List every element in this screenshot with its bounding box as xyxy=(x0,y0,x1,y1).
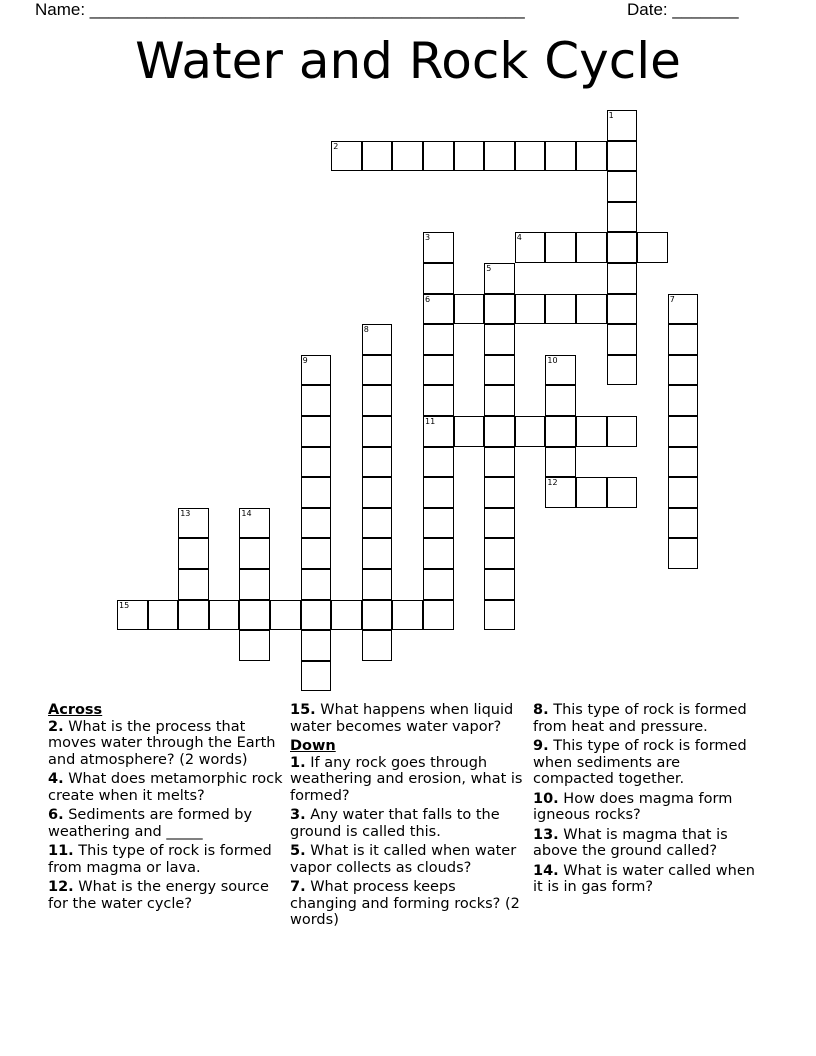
clue-number: 9 xyxy=(302,355,308,365)
grid-cell[interactable] xyxy=(607,110,638,141)
grid-cell[interactable] xyxy=(423,294,454,325)
grid-cell[interactable] xyxy=(301,508,332,539)
clue-text: This type of rock is formed from heat and pressure. xyxy=(533,702,747,735)
grid-cell[interactable] xyxy=(331,141,362,172)
grid-cell[interactable] xyxy=(301,630,332,661)
clue-item xyxy=(533,863,763,896)
clue-number-label: 6. xyxy=(48,807,64,823)
grid-cell[interactable] xyxy=(668,294,699,325)
clue-text: If any rock goes through weathering and erosion, what is formed? xyxy=(290,754,523,804)
grid-cell[interactable] xyxy=(301,569,332,600)
clue-item xyxy=(290,807,525,840)
clue-item xyxy=(533,702,763,735)
grid-cell[interactable] xyxy=(668,385,699,416)
grid-cell[interactable] xyxy=(668,324,699,355)
clue-number: 7 xyxy=(669,294,675,304)
grid-cell[interactable] xyxy=(576,294,607,325)
grid-cell[interactable] xyxy=(362,355,393,386)
grid-cell[interactable] xyxy=(545,385,576,416)
clue-number-label: 4. xyxy=(48,771,64,787)
clue-text: What is it called when water vapor collects as clouds? xyxy=(290,843,517,876)
grid-cell[interactable] xyxy=(484,538,515,569)
grid-cell[interactable] xyxy=(668,508,699,539)
clue-number-label: 8. xyxy=(533,702,549,718)
grid-cell[interactable] xyxy=(301,385,332,416)
grid-cell[interactable] xyxy=(362,538,393,569)
grid-cell[interactable] xyxy=(484,477,515,508)
clue-number: 1 xyxy=(608,111,614,120)
grid-cell[interactable] xyxy=(362,508,393,539)
grid-cell[interactable] xyxy=(362,600,393,631)
grid-cell[interactable] xyxy=(668,416,699,447)
grid-cell[interactable] xyxy=(484,600,515,631)
grid-cell[interactable] xyxy=(607,202,638,233)
grid-cell[interactable] xyxy=(484,385,515,416)
clue-number: 15 xyxy=(119,600,130,610)
grid-cell[interactable] xyxy=(607,355,638,386)
grid-cell[interactable] xyxy=(607,294,638,325)
grid-cell[interactable] xyxy=(576,232,607,263)
grid-cell[interactable] xyxy=(117,600,148,631)
grid-cell[interactable] xyxy=(484,294,515,325)
clue-text: What is the energy source for the water cycle? xyxy=(48,879,269,912)
clue-text: What happens when liquid water becomes water vapor? xyxy=(290,702,514,735)
grid-cell[interactable] xyxy=(362,385,393,416)
grid-cell[interactable] xyxy=(668,477,699,508)
clue-text: What is the process that moves water through the Earth and atmosphere? (2 words) xyxy=(48,718,276,768)
grid-cell[interactable] xyxy=(392,600,423,631)
grid-cell[interactable] xyxy=(515,232,546,263)
clue-number-label: 13. xyxy=(533,826,559,843)
date-field[interactable]: Date: _______ xyxy=(627,0,739,19)
grid-cell[interactable] xyxy=(515,294,546,325)
grid-cell[interactable] xyxy=(423,538,454,569)
grid-cell[interactable] xyxy=(515,141,546,172)
clue-item xyxy=(48,843,283,876)
grid-cell[interactable] xyxy=(270,600,301,631)
grid-cell[interactable] xyxy=(545,447,576,478)
clue-number-label: 10. xyxy=(533,790,559,807)
clue-item xyxy=(48,807,283,840)
clue-item xyxy=(290,843,525,876)
clue-number: 11 xyxy=(425,417,436,426)
clue-text: What process keeps changing and forming rocks? (2 words) xyxy=(290,879,520,928)
grid-cell[interactable] xyxy=(545,355,576,386)
grid-cell[interactable] xyxy=(239,600,270,631)
grid-cell[interactable] xyxy=(484,416,515,447)
across-heading: Across xyxy=(48,702,103,718)
grid-cell[interactable] xyxy=(239,538,270,569)
grid-cell[interactable] xyxy=(637,232,668,263)
grid-cell[interactable] xyxy=(239,569,270,600)
grid-cell[interactable] xyxy=(423,355,454,386)
clue-number: 10 xyxy=(547,355,558,365)
grid-cell[interactable] xyxy=(362,630,393,661)
grid-cell[interactable] xyxy=(484,324,515,355)
grid-cell[interactable] xyxy=(301,477,332,508)
grid-cell[interactable] xyxy=(392,141,423,172)
grid-cell[interactable] xyxy=(607,141,638,172)
grid-cell[interactable] xyxy=(607,232,638,263)
clue-item xyxy=(290,702,525,735)
clue-text: This type of rock is formed when sediments are compacted together. xyxy=(533,738,747,787)
grid-cell[interactable] xyxy=(362,416,393,447)
grid-cell[interactable] xyxy=(545,416,576,447)
clue-item xyxy=(48,879,283,912)
grid-cell[interactable] xyxy=(484,263,515,294)
clue-number-label: 11. xyxy=(48,843,74,859)
clue-item xyxy=(290,755,525,805)
grid-cell[interactable] xyxy=(239,508,270,539)
grid-cell[interactable] xyxy=(423,324,454,355)
grid-cell[interactable] xyxy=(484,569,515,600)
clue-item xyxy=(290,879,525,929)
page-title: Water and Rock Cycle xyxy=(135,32,681,90)
grid-cell[interactable] xyxy=(545,294,576,325)
clue-number: 13 xyxy=(180,508,191,518)
clue-number-label: 2. xyxy=(48,718,64,735)
grid-cell[interactable] xyxy=(423,447,454,478)
clue-item xyxy=(48,719,283,769)
grid-cell[interactable] xyxy=(607,324,638,355)
grid-cell[interactable] xyxy=(454,141,485,172)
grid-cell[interactable] xyxy=(515,416,546,447)
grid-cell[interactable] xyxy=(423,600,454,631)
grid-cell[interactable] xyxy=(178,600,209,631)
clue-text: How does magma form igneous rocks? xyxy=(533,790,733,823)
clue-number-label: 14. xyxy=(533,862,559,879)
clue-text: What does metamorphic rock create when it melts? xyxy=(48,771,283,804)
grid-cell[interactable] xyxy=(484,355,515,386)
grid-cell[interactable] xyxy=(423,263,454,294)
grid-cell[interactable] xyxy=(178,508,209,539)
grid-cell[interactable] xyxy=(423,569,454,600)
clue-number: 6 xyxy=(425,294,431,304)
grid-cell[interactable] xyxy=(301,416,332,447)
clue-number-label: 9. xyxy=(533,738,549,754)
grid-cell[interactable] xyxy=(362,447,393,478)
down-heading: Down xyxy=(290,738,336,754)
clue-number: 14 xyxy=(241,508,252,518)
clues-column-2 xyxy=(290,702,525,932)
grid-cell[interactable] xyxy=(423,416,454,447)
name-field[interactable]: Name: ______________________________________________ xyxy=(35,0,525,19)
grid-cell[interactable] xyxy=(423,232,454,263)
grid-cell[interactable] xyxy=(545,232,576,263)
clue-text: Sediments are formed by weathering and _____ xyxy=(48,807,253,840)
grid-cell[interactable] xyxy=(668,355,699,386)
grid-cell[interactable] xyxy=(178,538,209,569)
clue-text: This type of rock is formed from magma or lava. xyxy=(48,843,272,876)
grid-cell[interactable] xyxy=(209,600,240,631)
grid-cell[interactable] xyxy=(576,141,607,172)
clue-number-label: 15. xyxy=(290,702,316,718)
grid-cell[interactable] xyxy=(301,355,332,386)
grid-cell[interactable] xyxy=(301,600,332,631)
grid-cell[interactable] xyxy=(484,508,515,539)
clue-item xyxy=(533,827,763,860)
clue-number: 12 xyxy=(547,478,558,488)
clue-number-label: 12. xyxy=(48,879,74,895)
clue-item xyxy=(48,771,283,804)
clue-number-label: 3. xyxy=(290,807,306,823)
grid-cell[interactable] xyxy=(362,141,393,172)
grid-cell[interactable] xyxy=(423,477,454,508)
grid-cell[interactable] xyxy=(545,477,576,508)
clue-number: 3 xyxy=(425,233,431,243)
clue-number-label: 1. xyxy=(290,754,306,771)
clue-number-label: 7. xyxy=(290,879,306,895)
clue-item xyxy=(533,738,763,788)
grid-cell[interactable] xyxy=(545,141,576,172)
clue-text: What is magma that is above the ground called? xyxy=(533,826,728,859)
grid-cell[interactable] xyxy=(668,447,699,478)
grid-cell[interactable] xyxy=(331,600,362,631)
clue-text: What is water called when it is in gas form? xyxy=(533,862,755,895)
grid-cell[interactable] xyxy=(423,508,454,539)
grid-cell[interactable] xyxy=(668,538,699,569)
grid-cell[interactable] xyxy=(576,416,607,447)
grid-cell[interactable] xyxy=(362,477,393,508)
clue-text: Any water that falls to the ground is called this. xyxy=(290,807,500,840)
grid-cell[interactable] xyxy=(423,385,454,416)
clues-column-3 xyxy=(533,702,763,899)
grid-cell[interactable] xyxy=(178,569,209,600)
grid-cell[interactable] xyxy=(607,477,638,508)
grid-cell[interactable] xyxy=(239,630,270,661)
grid-cell[interactable] xyxy=(454,294,485,325)
grid-cell[interactable] xyxy=(484,141,515,172)
clue-item xyxy=(533,791,763,824)
clue-number-label: 5. xyxy=(290,843,306,859)
clues-column-1 xyxy=(48,702,283,915)
grid-cell[interactable] xyxy=(362,569,393,600)
grid-cell[interactable] xyxy=(484,447,515,478)
grid-cell[interactable] xyxy=(607,263,638,294)
grid-cell[interactable] xyxy=(301,538,332,569)
grid-cell[interactable] xyxy=(301,447,332,478)
grid-cell[interactable] xyxy=(454,416,485,447)
grid-cell[interactable] xyxy=(576,477,607,508)
clue-number: 8 xyxy=(363,325,369,335)
grid-cell[interactable] xyxy=(148,600,179,631)
clue-number: 4 xyxy=(516,233,522,243)
clue-number: 2 xyxy=(333,141,339,151)
grid-cell[interactable] xyxy=(362,324,393,355)
grid-cell[interactable] xyxy=(607,416,638,447)
grid-cell[interactable] xyxy=(301,661,332,692)
grid-cell[interactable] xyxy=(423,141,454,172)
grid-cell[interactable] xyxy=(607,171,638,202)
clue-number: 5 xyxy=(486,264,492,273)
